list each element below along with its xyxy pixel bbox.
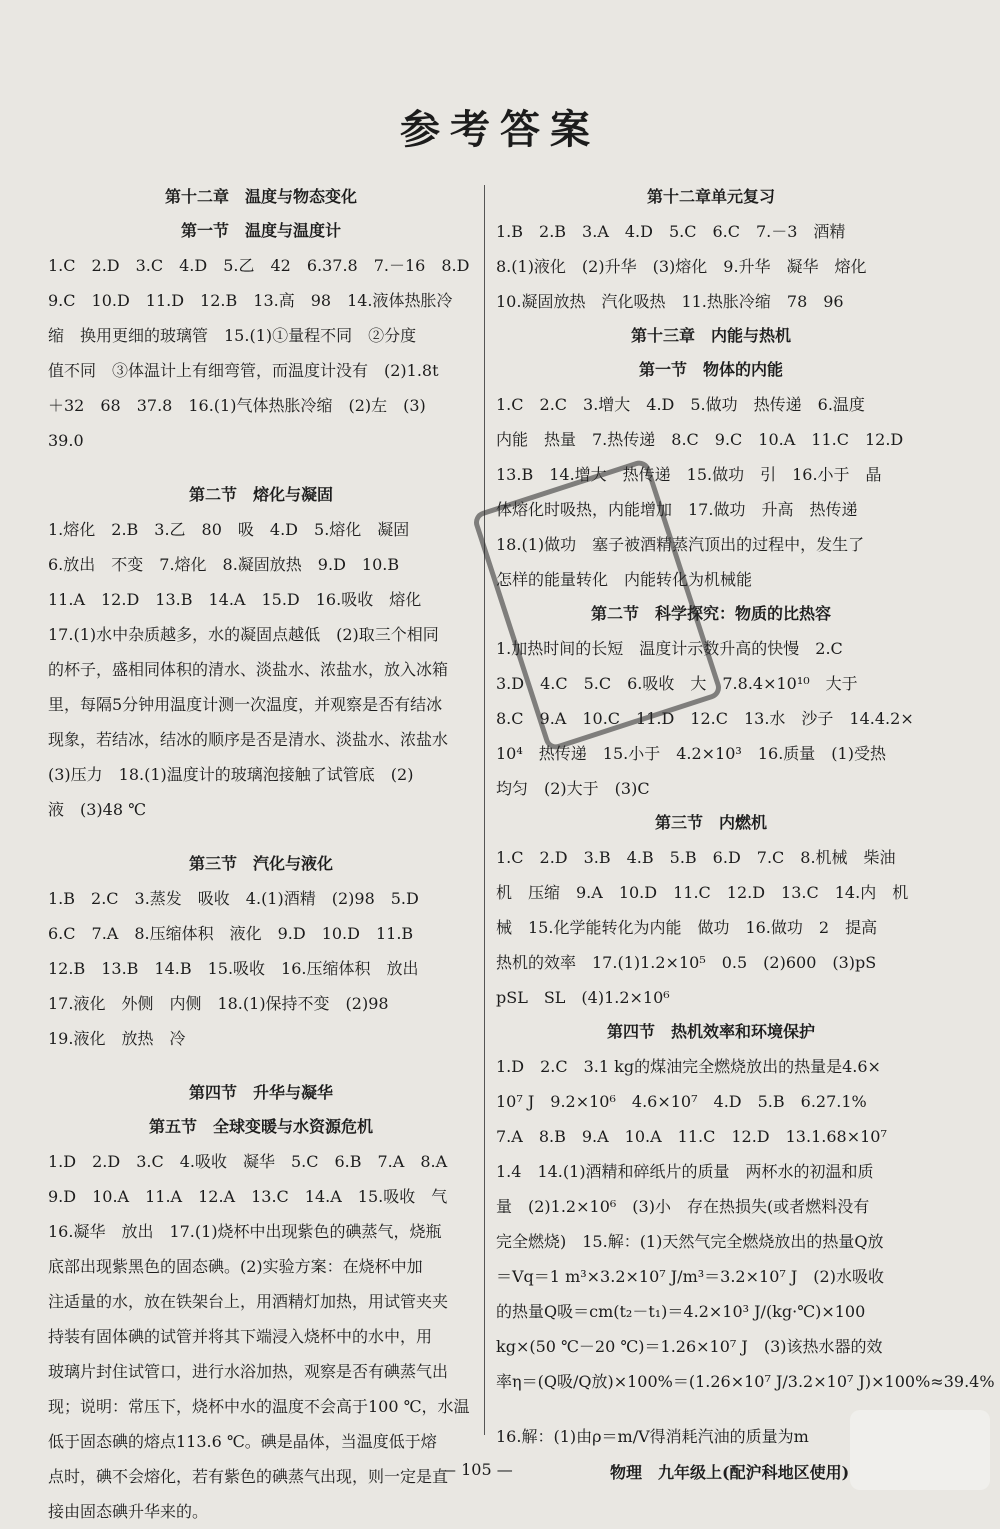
answer-line: 现象，若结冰，结冰的顺序是否是清水、淡盐水、浓盐水 [48,730,449,749]
answer-line: 值不同 ③体温计上有细弯管，而温度计没有 (2)1.8t [48,361,439,380]
answer-line: 17.液化 外侧 内侧 18.(1)保持不变 (2)98 [48,994,389,1013]
left-column [48,180,474,1529]
page-title: 参考答案 [400,106,600,153]
answer-line: 6.C 7.A 8.压缩体积 液化 9.D 10.D 11.B [48,924,414,943]
answer-line: 1.熔化 2.B 3.乙 80 吸 4.D 5.熔化 凝固 [48,520,410,539]
answer-line: 1.C 2.C 3.增大 4.D 5.做功 热传递 6.温度 [496,395,865,414]
answer-line: 内能 热量 7.热传递 8.C 9.C 10.A 11.C 12.D [496,430,904,449]
answer-line: 率η＝(Q吸/Q放)×100%＝(1.26×10⁷ J/3.2×10⁷ J)×100%≈39.4% [496,1372,995,1391]
section-heading: 第十二章单元复习 [646,187,775,206]
answer-line: 机 压缩 9.A 10.D 11.C 12.D 13.C 14.内 机 [496,883,909,902]
answer-line: 1.B 2.B 3.A 4.D 5.C 6.C 7.－3 酒精 [496,222,846,241]
section-heading: 第一节 物体的内能 [638,360,783,379]
column-divider [484,185,485,1435]
answer-line: ＝Vq＝1 m³×3.2×10⁷ J/m³＝3.2×10⁷ J (2)水吸收 [496,1267,884,1286]
answer-line: 9.C 10.D 11.D 12.B 13.高 98 14.液体热胀冷 [48,291,453,310]
spacer [48,458,474,478]
answer-line: 里，每隔5分钟用温度计测一次温度，并观察是否有结冰 [48,695,443,714]
answer-line: 均匀 (2)大于 (3)C [496,779,650,798]
answer-line: 械 15.化学能转化为内能 做功 16.做功 2 提高 [496,918,878,937]
answer-line: kg×(50 ℃－20 ℃)＝1.26×10⁷ J (3)该热水器的效 [496,1337,883,1356]
right-column [496,180,995,1454]
section-heading: 第三节 内燃机 [654,813,767,832]
answer-line: 接由固态碘升华来的。 [48,1502,209,1521]
answer-line: 1.B 2.C 3.蒸发 吸收 4.(1)酒精 (2)98 5.D [48,889,419,908]
answer-line: 8.C 9.A 10.C 11.D 12.C 13.水 沙子 14.4.2× [496,709,914,728]
answer-line: 的热量Q吸＝cm(t₂－t₁)＝4.2×10³ J/(kg·℃)×100 [496,1302,866,1321]
answer-line: 12.B 13.B 14.B 15.吸收 16.压缩体积 放出 [48,959,419,978]
answer-line: 热机的效率 17.(1)1.2×10⁵ 0.5 (2)600 (3)pS [496,953,877,972]
answer-line: 1.C 2.D 3.B 4.B 5.B 6.D 7.C 8.机械 柴油 [496,848,896,867]
section-heading: 第四节 热机效率和环境保护 [606,1022,815,1041]
answer-line: 体熔化时吸热，内能增加 17.做功 升高 热传递 [496,500,858,519]
answer-line: 现；说明：常压下，烧杯中水的温度不会高于100 ℃，水温 [48,1397,470,1416]
answer-line: 1.D 2.C 3.1 kg的煤油完全燃烧放出的热量是4.6× [496,1057,881,1076]
answer-line: 1.C 2.D 3.C 4.D 5.乙 42 6.37.8 7.－16 8.D [48,256,470,275]
spacer [48,827,474,847]
answer-line: 10⁷ J 9.2×10⁶ 4.6×10⁷ 4.D 5.B 6.27.1% [496,1092,867,1111]
section-heading: 第三节 汽化与液化 [188,854,333,873]
answer-line: 怎样的能量转化 内能转化为机械能 [496,570,753,589]
answer-line: 39.0 [48,431,84,450]
answer-line: 液 (3)48 ℃ [48,800,147,819]
answer-line: 持装有固体碘的试管并将其下端浸入烧杯中的水中，用 [48,1327,433,1346]
section-heading: 第四节 升华与凝华 [188,1083,333,1102]
answer-line: 1.加热时间的长短 温度计示数升高的快慢 2.C [496,639,843,658]
answer-line: 9.D 10.A 11.A 12.A 13.C 14.A 15.吸收 气 [48,1187,448,1206]
answer-line: 8.(1)液化 (2)升华 (3)熔化 9.升华 凝华 熔化 [496,257,867,276]
answer-line: 1.4 14.(1)酒精和碎纸片的质量 两杯水的初温和质 [496,1162,874,1181]
answer-line: 13.B 14.增大 热传递 15.做功 引 16.小于 晶 [496,465,882,484]
answer-line: (3)压力 18.(1)温度计的玻璃泡接触了试管底 (2) [48,765,414,784]
section-heading: 第十二章 温度与物态变化 [164,187,357,206]
answer-line: 底部出现紫黑色的固态碘。(2)实验方案：在烧杯中加 [48,1257,423,1276]
section-heading: 第五节 全球变暖与水资源危机 [148,1117,373,1136]
book-info: 物理 九年级上(配沪科地区使用) [610,1463,850,1482]
spacer [48,1056,474,1076]
answer-line: 7.A 8.B 9.A 10.A 11.C 12.D 13.1.68×10⁷ [496,1127,887,1146]
answer-line: 缩 换用更细的玻璃管 15.(1)①量程不同 ②分度 [48,326,417,345]
answer-line: 11.A 12.D 13.B 14.A 15.D 16.吸收 熔化 [48,590,422,609]
answer-line: 3.D 4.C 5.C 6.吸收 大 7.8.4×10¹⁰ 大于 [496,674,858,693]
answer-line: 注适量的水，放在铁架台上，用酒精灯加热，用试管夹夹 [48,1292,449,1311]
answer-line: 16.解：(1)由ρ＝m/V得消耗汽油的质量为m [496,1427,809,1446]
page-footer [0,1460,1000,1490]
answer-line: 16.凝华 放出 17.(1)烧杯中出现紫色的碘蒸气，烧瓶 [48,1222,442,1241]
answer-line: ＋32 68 37.8 16.(1)气体热胀冷缩 (2)左 (3) [48,396,426,415]
answer-line: 10.凝固放热 汽化吸热 11.热胀冷缩 78 96 [496,292,844,311]
section-heading: 第一节 温度与温度计 [180,221,341,240]
section-heading: 第二节 科学探究：物质的比热容 [590,604,831,623]
answer-line: 玻璃片封住试管口，进行水浴加热，观察是否有碘蒸气出 [48,1362,449,1381]
answer-line: 的杯子，盛相同体积的清水、淡盐水、浓盐水，放入冰箱 [48,660,449,679]
answer-line: pSL SL (4)1.2×10⁶ [496,988,670,1007]
section-heading: 第十三章 内能与热机 [630,326,791,345]
answer-line: 低于固态碘的熔点113.6 ℃。碘是晶体，当温度低于熔 [48,1432,437,1451]
answer-line: 17.(1)水中杂质越多，水的凝固点越低 (2)取三个相同 [48,625,439,644]
answer-line: 1.D 2.D 3.C 4.吸收 凝华 5.C 6.B 7.A 8.A [48,1152,448,1171]
answer-line: 18.(1)做功 塞子被酒精蒸汽顶出的过程中，发生了 [496,535,865,554]
answer-line: 6.放出 不变 7.熔化 8.凝固放热 9.D 10.B [48,555,400,574]
section-heading: 第二节 熔化与凝固 [188,485,333,504]
answer-line: 10⁴ 热传递 15.小于 4.2×10³ 16.质量 (1)受热 [496,744,886,763]
answer-line: 完全燃烧) 15.解：(1)天然气完全燃烧放出的热量Q放 [496,1232,884,1251]
answer-line: 19.液化 放热 冷 [48,1029,186,1048]
page-number: — 105 — [440,1460,513,1479]
answer-line: 量 (2)1.2×10⁶ (3)小 存在热损失(或者燃料没有 [496,1197,870,1216]
answer-line: 点时，碘不会熔化，若有紫色的碘蒸气出现，则一定是直 [48,1467,449,1486]
